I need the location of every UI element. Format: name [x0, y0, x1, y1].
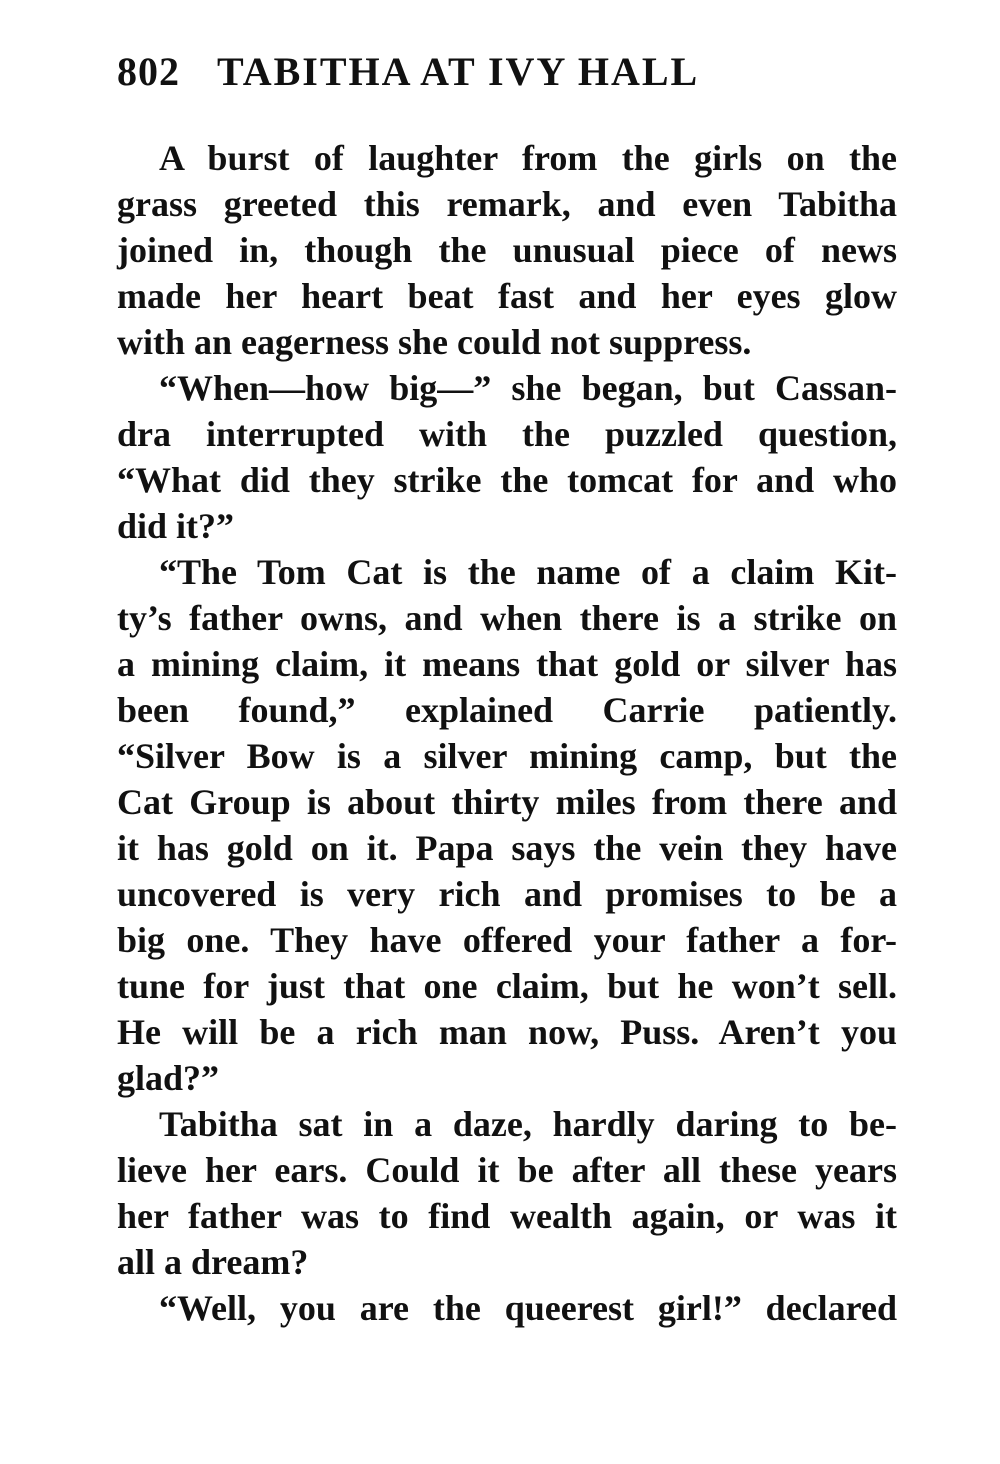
text-line: “What did they strike the tomcat for and who: [117, 460, 897, 500]
text-line: Cat Group is about thirty miles from there and: [117, 782, 897, 822]
body-text: [117, 135, 897, 1331]
text-line: He will be a rich man now, Puss. Aren’t you: [117, 1012, 897, 1052]
text-line: it has gold on it. Papa says the vein they have: [117, 828, 897, 868]
text-line: Tabitha sat in a daze, hardly daring to be-: [159, 1104, 897, 1144]
text-line: her father was to find wealth again, or was it: [117, 1196, 897, 1236]
text-line: with an eagerness she could not suppress.: [117, 322, 752, 362]
running-title: TABITHA AT IVY HALL: [217, 49, 700, 94]
text-line: uncovered is very rich and promises to be a: [117, 874, 897, 914]
paragraph: [117, 1285, 897, 1331]
text-line: grass greeted this remark, and even Tabitha: [117, 184, 897, 224]
text-line: dra interrupted with the puzzled question,: [117, 414, 897, 454]
text-line: a mining claim, it means that gold or silver has: [117, 644, 897, 684]
text-line: A burst of laughter from the girls on the: [159, 138, 897, 178]
paragraph: [117, 1101, 897, 1285]
text-line: all a dream?: [117, 1242, 309, 1282]
text-line: did it?”: [117, 506, 235, 546]
text-line: lieve her ears. Could it be after all these years: [117, 1150, 897, 1190]
text-line: “Well, you are the queerest girl!” declared: [159, 1288, 897, 1328]
text-line: ty’s father owns, and when there is a strike on: [117, 598, 897, 638]
text-line: joined in, though the unusual piece of news: [117, 230, 897, 270]
paragraph: [117, 549, 897, 1101]
text-line: made her heart beat fast and her eyes glow: [117, 276, 897, 316]
paragraph: [117, 365, 897, 549]
paragraph: [117, 135, 897, 365]
text-line: “Silver Bow is a silver mining camp, but the: [117, 736, 897, 776]
text-line: glad?”: [117, 1058, 220, 1098]
page-number: 802: [117, 49, 180, 94]
text-line: tune for just that one claim, but he won’t sell.: [117, 966, 897, 1006]
text-line: “The Tom Cat is the name of a claim Kit-: [159, 552, 897, 592]
text-line: been found,” explained Carrie patiently.: [117, 690, 897, 730]
text-line: “When—how big—” she began, but Cassan-: [159, 368, 897, 408]
text-line: big one. They have offered your father a for-: [117, 920, 897, 960]
running-header: [117, 42, 897, 102]
